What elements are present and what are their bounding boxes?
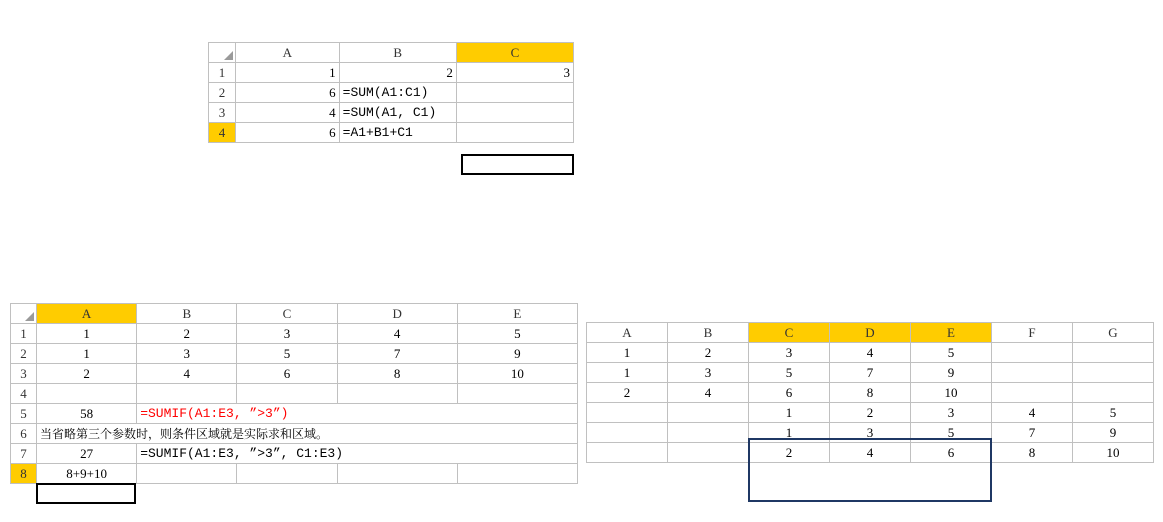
- cell-d1[interactable]: 4: [830, 343, 911, 363]
- cell-a5[interactable]: 58: [37, 404, 137, 424]
- table-row: [11, 344, 578, 364]
- cell-b1[interactable]: 2: [339, 63, 456, 83]
- column-header-e[interactable]: E: [457, 304, 577, 324]
- cell-c1[interactable]: 3: [237, 324, 337, 344]
- cell-b5[interactable]: =SUMIF(A1:E3, ”>3”): [137, 404, 578, 424]
- cell-e5[interactable]: 5: [911, 423, 992, 443]
- cell-b1[interactable]: 2: [668, 343, 749, 363]
- cell-d2[interactable]: 7: [337, 344, 457, 364]
- cell-c2[interactable]: [456, 83, 573, 103]
- cell-b5[interactable]: [668, 423, 749, 443]
- column-header-d[interactable]: D: [337, 304, 457, 324]
- table-header-row: [587, 323, 1154, 343]
- cell-f2[interactable]: [992, 363, 1073, 383]
- table-row: [587, 403, 1154, 423]
- cell-a2[interactable]: 1: [587, 363, 668, 383]
- row-header-2[interactable]: 2: [11, 344, 37, 364]
- cell-b3[interactable]: 4: [137, 364, 237, 384]
- cell-f3[interactable]: [992, 383, 1073, 403]
- column-header-f[interactable]: F: [992, 323, 1073, 343]
- select-all-corner[interactable]: [209, 43, 236, 63]
- table-row: [209, 63, 574, 83]
- cell-d4[interactable]: 2: [830, 403, 911, 423]
- cell-e1[interactable]: 5: [457, 324, 577, 344]
- cell-a4[interactable]: [37, 384, 137, 404]
- row-header-3[interactable]: 3: [209, 103, 236, 123]
- cell-c3[interactable]: 6: [237, 364, 337, 384]
- cell-d6[interactable]: 4: [830, 443, 911, 463]
- cell-a1[interactable]: 1: [37, 324, 137, 344]
- spreadsheet-top[interactable]: [208, 42, 574, 143]
- table-row: [11, 324, 578, 344]
- cell-b8[interactable]: [137, 464, 237, 484]
- column-header-d[interactable]: D: [830, 323, 911, 343]
- cell-b4[interactable]: [668, 403, 749, 423]
- cell-a5[interactable]: [587, 423, 668, 443]
- cell-g3[interactable]: [1073, 383, 1154, 403]
- cell-a8[interactable]: 8+9+10: [37, 464, 137, 484]
- column-header-b[interactable]: B: [668, 323, 749, 343]
- table-row: [209, 103, 574, 123]
- row-header-1[interactable]: 1: [209, 63, 236, 83]
- cell-e6[interactable]: 6: [911, 443, 992, 463]
- table-header-row: [11, 304, 578, 324]
- column-header-b[interactable]: B: [137, 304, 237, 324]
- table-row: [11, 364, 578, 384]
- cell-c1[interactable]: 3: [749, 343, 830, 363]
- row-header-4[interactable]: 4: [209, 123, 236, 143]
- cell-d4[interactable]: [337, 384, 457, 404]
- column-header-g[interactable]: G: [1073, 323, 1154, 343]
- cell-c4[interactable]: [456, 123, 573, 143]
- cell-e8[interactable]: [457, 464, 577, 484]
- cell-e2[interactable]: 9: [457, 344, 577, 364]
- cell-d1[interactable]: 4: [337, 324, 457, 344]
- cell-a7[interactable]: 27: [37, 444, 137, 464]
- cell-c6[interactable]: 2: [749, 443, 830, 463]
- cell-g5[interactable]: 9: [1073, 423, 1154, 443]
- row-header-6[interactable]: 6: [11, 424, 37, 444]
- cell-c4[interactable]: 1: [749, 403, 830, 423]
- cell-f5[interactable]: 7: [992, 423, 1073, 443]
- cell-a2[interactable]: 6: [235, 83, 339, 103]
- cell-a3[interactable]: 2: [587, 383, 668, 403]
- cell-d3[interactable]: 8: [337, 364, 457, 384]
- cell-b3[interactable]: 4: [668, 383, 749, 403]
- table-row: [587, 343, 1154, 363]
- cell-e3[interactable]: 10: [457, 364, 577, 384]
- cell-f4[interactable]: 4: [992, 403, 1073, 423]
- column-header-c[interactable]: C: [456, 43, 573, 63]
- row-header-5[interactable]: 5: [11, 404, 37, 424]
- cell-g1[interactable]: [1073, 343, 1154, 363]
- table-row: [209, 83, 574, 103]
- column-header-a[interactable]: A: [37, 304, 137, 324]
- row-header-3[interactable]: 3: [11, 364, 37, 384]
- active-cell-outline-a8: [36, 483, 136, 504]
- row-header-7[interactable]: 7: [11, 444, 37, 464]
- cell-g2[interactable]: [1073, 363, 1154, 383]
- cell-e4[interactable]: [457, 384, 577, 404]
- cell-c4[interactable]: [237, 384, 337, 404]
- cell-b3[interactable]: =SUM(A1, C1): [339, 103, 456, 123]
- table-row: [11, 464, 578, 484]
- spreadsheet-left[interactable]: [10, 303, 578, 484]
- cell-g4[interactable]: 5: [1073, 403, 1154, 423]
- table-row: [587, 383, 1154, 403]
- cell-c3[interactable]: [456, 103, 573, 123]
- cell-d3[interactable]: 8: [830, 383, 911, 403]
- column-header-b[interactable]: B: [339, 43, 456, 63]
- cell-b2[interactable]: 3: [137, 344, 237, 364]
- cell-a2[interactable]: 1: [37, 344, 137, 364]
- cell-b2[interactable]: 3: [668, 363, 749, 383]
- cell-a4[interactable]: [587, 403, 668, 423]
- cell-f1[interactable]: [992, 343, 1073, 363]
- column-header-a[interactable]: A: [235, 43, 339, 63]
- table-row: [11, 404, 578, 424]
- cell-c3[interactable]: 6: [749, 383, 830, 403]
- corner-triangle-icon: [25, 312, 34, 321]
- cell-e1[interactable]: 5: [911, 343, 992, 363]
- table-row: [11, 444, 578, 464]
- row-header-8[interactable]: 8: [11, 464, 37, 484]
- cell-f6[interactable]: 8: [992, 443, 1073, 463]
- row-header-1[interactable]: 1: [11, 324, 37, 344]
- cell-g6[interactable]: 10: [1073, 443, 1154, 463]
- cell-a1[interactable]: 1: [235, 63, 339, 83]
- cell-a3[interactable]: 4: [235, 103, 339, 123]
- select-all-corner[interactable]: [11, 304, 37, 324]
- cell-c5[interactable]: 1: [749, 423, 830, 443]
- cell-a6[interactable]: [587, 443, 668, 463]
- cell-b4[interactable]: =A1+B1+C1: [339, 123, 456, 143]
- cell-b7[interactable]: =SUMIF(A1:E3, ”>3”, C1:E3): [137, 444, 578, 464]
- cell-a6-note[interactable]: 当省略第三个参数时，则条件区域就是实际求和区域。: [37, 424, 578, 444]
- column-header-c[interactable]: C: [749, 323, 830, 343]
- cell-d5[interactable]: 3: [830, 423, 911, 443]
- table-row: [11, 384, 578, 404]
- cell-a4[interactable]: 6: [235, 123, 339, 143]
- column-header-e[interactable]: E: [911, 323, 992, 343]
- table-header-row: [209, 43, 574, 63]
- cell-c2[interactable]: 5: [749, 363, 830, 383]
- cell-c2[interactable]: 5: [237, 344, 337, 364]
- cell-e3[interactable]: 10: [911, 383, 992, 403]
- cell-a1[interactable]: 1: [587, 343, 668, 363]
- cell-e4[interactable]: 3: [911, 403, 992, 423]
- table-row: [587, 363, 1154, 383]
- row-header-2[interactable]: 2: [209, 83, 236, 103]
- table-row: [11, 424, 578, 444]
- cell-b6[interactable]: [668, 443, 749, 463]
- cell-b1[interactable]: 2: [137, 324, 237, 344]
- table-row: [209, 123, 574, 143]
- cell-a3[interactable]: 2: [37, 364, 137, 384]
- column-header-a[interactable]: A: [587, 323, 668, 343]
- cell-d8[interactable]: [337, 464, 457, 484]
- cell-b2[interactable]: =SUM(A1:C1): [339, 83, 456, 103]
- cell-c8[interactable]: [237, 464, 337, 484]
- cell-d2[interactable]: 7: [830, 363, 911, 383]
- cell-c1[interactable]: 3: [456, 63, 573, 83]
- cell-e2[interactable]: 9: [911, 363, 992, 383]
- table-row: [587, 423, 1154, 443]
- column-header-c[interactable]: C: [237, 304, 337, 324]
- corner-triangle-icon: [224, 51, 233, 60]
- row-header-4[interactable]: 4: [11, 384, 37, 404]
- table-row: [587, 443, 1154, 463]
- cell-b4[interactable]: [137, 384, 237, 404]
- spreadsheet-right[interactable]: [586, 322, 1154, 463]
- active-cell-outline-c4: [461, 154, 574, 175]
